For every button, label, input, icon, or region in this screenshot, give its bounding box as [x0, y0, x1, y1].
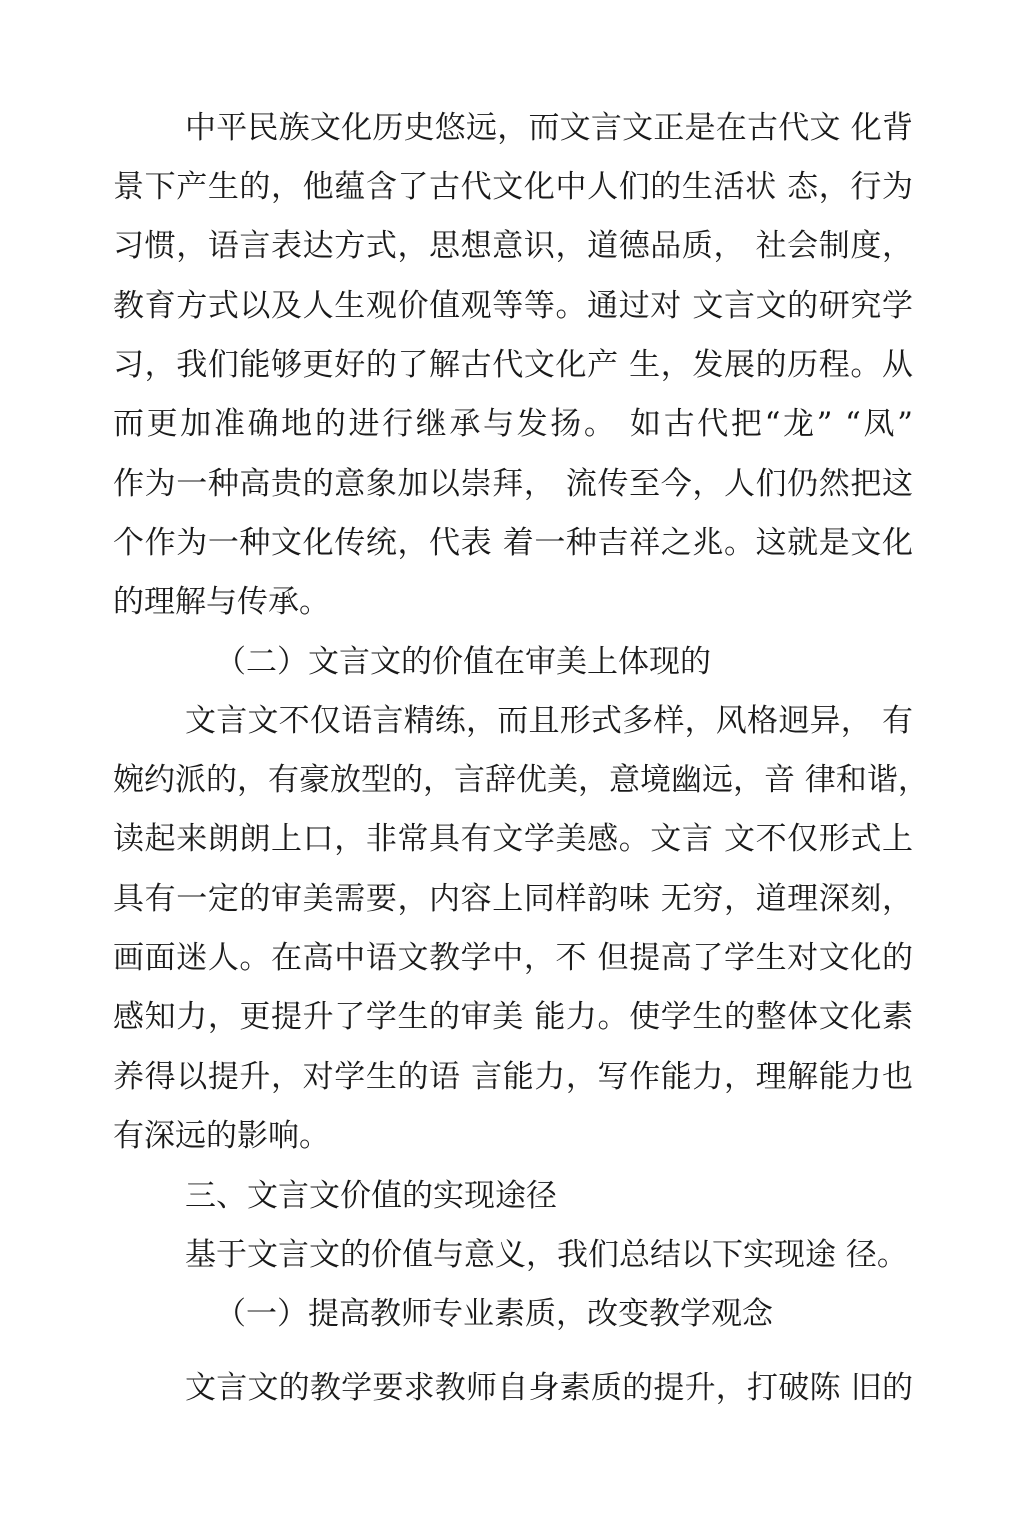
text-line: 文言文不仅语言精练，而且形式多样，风格迥异， 有 [185, 703, 913, 739]
text-line: 景下产生的，他蕴含了古代文化中人们的生活状 态，行为 [113, 169, 913, 205]
section-heading: （二）文言文的价值在审美上体现的 [215, 644, 711, 680]
section-heading: 三、文言文价值的实现途径 [185, 1178, 557, 1214]
text-line: 基于文言文的价值与意义，我们总结以下实现途 径。 [185, 1237, 908, 1273]
text-line: 而更加准确地的进行继承与发扬。 如古代把“龙” “凤” [113, 406, 913, 442]
text-line: 中平民族文化历史悠远，而文言文正是在古代文 化背 [185, 110, 913, 146]
section-heading: （一）提高教师专业素质，改变教学观念 [215, 1296, 773, 1332]
text-line: 文言文的教学要求教师自身素质的提升，打破陈 旧的 [185, 1370, 913, 1406]
text-line: 感知力，更提升了学生的审美 能力。使学生的整体文化素 [113, 999, 913, 1035]
text-line: 个作为一种文化传统，代表 着一种吉祥之兆。这就是文化 [113, 525, 913, 561]
text-line: 习惯，语言表达方式，思想意识，道德品质， 社会制度， [113, 228, 913, 264]
text-line: 习，我们能够更好的了解古代文化产 生，发展的历程。从 [113, 347, 913, 383]
text-line: 有深远的影响。 [113, 1118, 330, 1154]
text-line: 作为一种高贵的意象加以崇拜， 流传至今，人们仍然把这 [113, 466, 913, 502]
text-line: 具有一定的审美需要，内容上同样韵味 无穷，道理深刻， [113, 881, 913, 917]
text-line: 养得以提升，对学生的语 言能力，写作能力，理解能力也 [113, 1059, 913, 1095]
text-line: 婉约派的，有豪放型的，言辞优美，意境幽远，音 律和谐， [113, 762, 929, 798]
text-line: 的理解与传承。 [113, 584, 330, 620]
text-line: 画面迷人。在高中语文教学中，不 但提高了学生对文化的 [113, 940, 913, 976]
text-line: 读起来朗朗上口，非常具有文学美感。文言 文不仅形式上 [113, 821, 913, 857]
text-line: 教育方式以及人生观价值观等等。通过对 文言文的研究学 [113, 288, 913, 324]
